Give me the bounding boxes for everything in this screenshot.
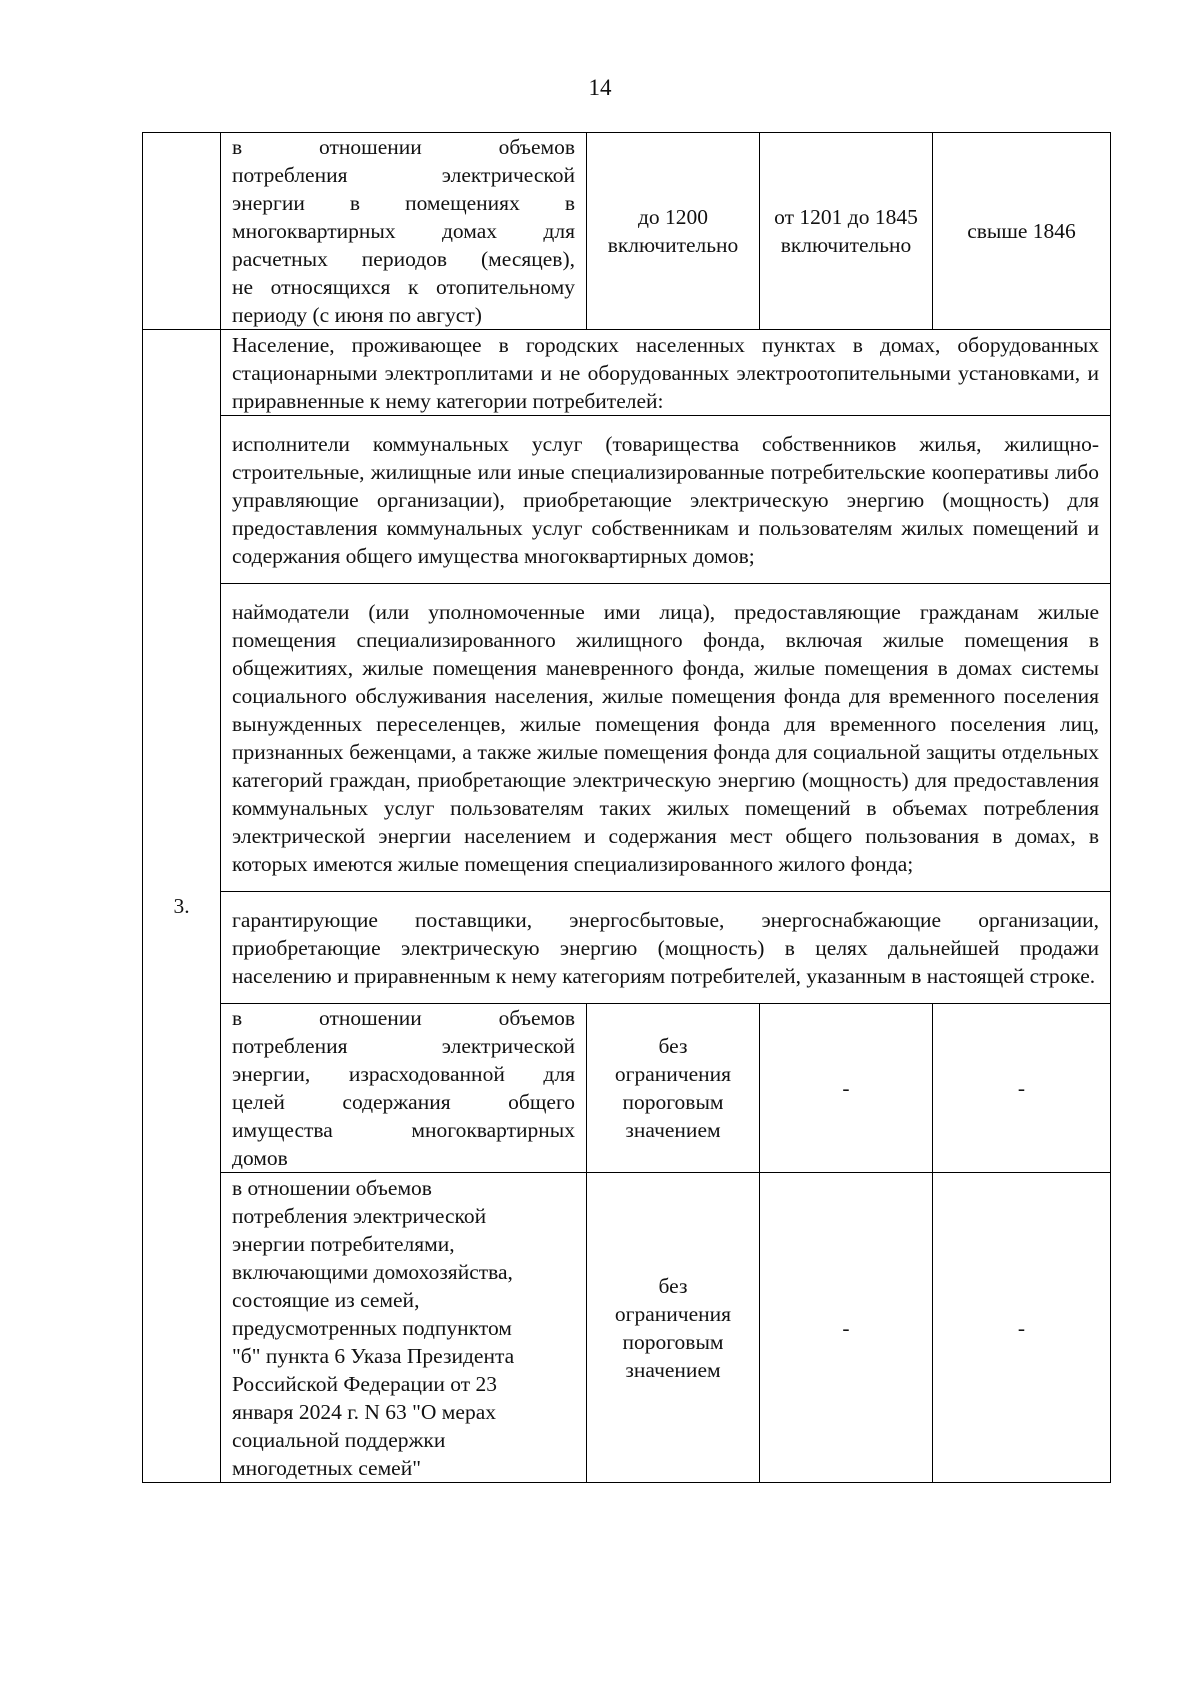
table-row	[143, 584, 1111, 892]
table-row	[143, 133, 1111, 330]
range-cell-3: -	[933, 1004, 1111, 1173]
section-heading: Население, проживающее в городских населенных пунктах в домах, оборудованных стационарными электроплитами и не оборудованных электроотопительными установками, и приравненные к нему категории потребителей:	[221, 330, 1111, 416]
row-number-cell	[143, 133, 221, 330]
section-item: наймодатели (или уполномоченные ими лица), предоставляющие гражданам жилые помещения специализированного жилищного фонда, включая жилые помещения в общежитиях, жилые помещения маневренного фонда, жилые помещения в домах системы социального обслуживания населения, жилые помещения фонда для временного поселения вынужденных переселенцев, жилые помещения фонда для временного поселения лиц, признанных беженцами, а также жилые помещения фонда для социальной защиты отдельных категорий граждан, приобретающие электрическую энергию (мощность) для предоставления коммунальных услуг пользователям таких жилых помещений в объемах потребления электрической энергии населением и содержания мест общего пользования в домах, в которых имеются жилые помещения специализированного жилого фонда;	[221, 584, 1111, 892]
row-description: в отношении объемов потребления электрической энергии в помещениях в многоквартирных домах для расчетных периодов (месяцев), не относящихся к отопительному периоду (с июня по август)	[221, 133, 587, 330]
table-row	[143, 330, 1111, 416]
section-item: исполнители коммунальных услуг (товарищества собственников жилья, жилищно-строительные, жилищные или иные специализированные потребительские кооперативы либо управляющие организации), приобретающие электрическую энергию (мощность) для предоставления коммунальных услуг собственникам и пользователям жилых помещений и содержания общего имущества многоквартирных домов;	[221, 416, 1111, 584]
range-cell-3: свыше 1846	[933, 133, 1111, 330]
section-item: гарантирующие поставщики, энергосбытовые, энергоснабжающие организации, приобретающие электрическую энергию (мощность) в целях дальнейшей продажи населению и приравненным к нему категориям потребителей, указанным в настоящей строке.	[221, 892, 1111, 1004]
tariff-table	[142, 132, 1111, 1483]
page-number: 14	[588, 75, 612, 100]
range-cell-2: -	[760, 1173, 933, 1483]
table-row	[143, 1173, 1111, 1483]
range-cell-3: -	[933, 1173, 1111, 1483]
table-row	[143, 1004, 1111, 1173]
range-cell-1: до 1200 включительно	[587, 133, 760, 330]
table-row	[143, 892, 1111, 1004]
range-cell-1: без ограничения пороговым значением	[587, 1173, 760, 1483]
range-cell-2: -	[760, 1004, 933, 1173]
section-number: 3.	[143, 330, 221, 1483]
row-description: в отношении объемов потребления электрической энергии потребителями, включающими домохозяйства, состоящие из семей, предусмотренных подпунктом "б" пункта 6 Указа Президента Российской Федерации от 23 января 2024 г. N 63 "О мерах социальной поддержки многодетных семей"	[221, 1173, 587, 1483]
range-cell-1: без ограничения пороговым значением	[587, 1004, 760, 1173]
table-row	[143, 416, 1111, 584]
range-cell-2: от 1201 до 1845 включительно	[760, 133, 933, 330]
row-description: в отношении объемов потребления электрической энергии, израсходованной для целей содержания общего имущества многоквартирных домов	[221, 1004, 587, 1173]
